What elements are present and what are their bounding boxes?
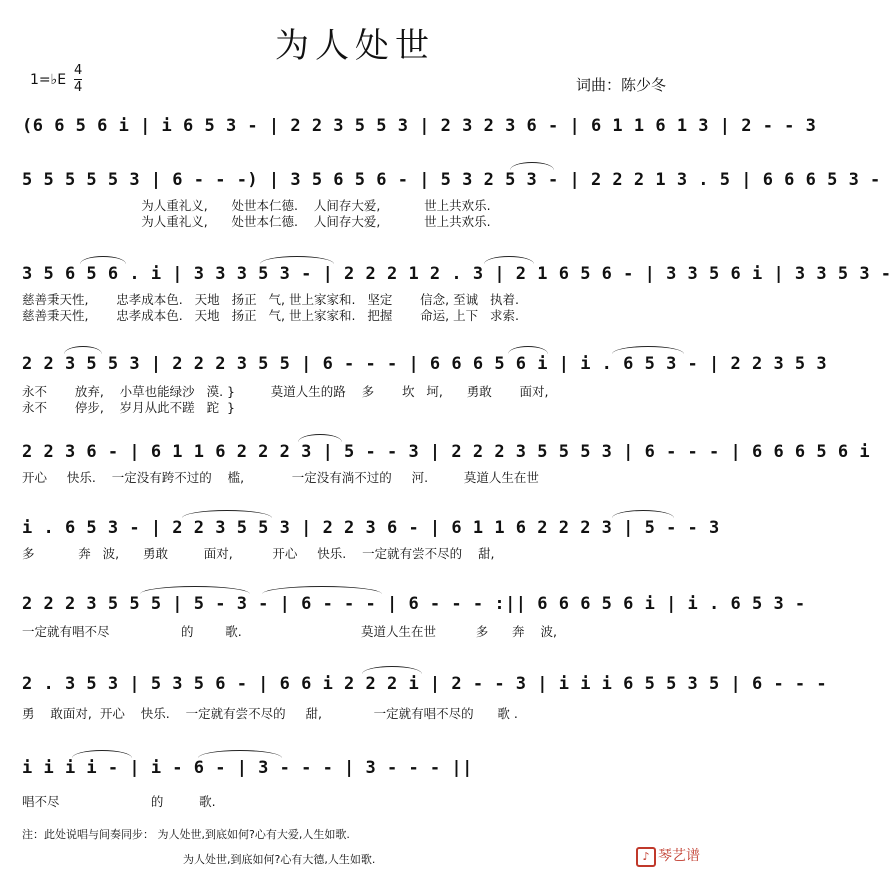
lyric-line: 永不 停步, 岁月从此不蹉 跎 } xyxy=(22,400,236,415)
lyric-line: 为人重礼义, 处世本仁德. 人间存大爱, 世上共欢乐. xyxy=(22,198,491,213)
meter-bottom: 4 xyxy=(74,80,83,95)
notes-line: 2 2 2 3 5 5 5 | 5 - 3 - | 6 - - - | 6 - - - :|| 6 6 6 5 6 i | i . 6 5 3 - xyxy=(22,594,806,614)
notes-line: 5 5 5 5 5 3 | 6 - - -) | 3 5 6 5 6 - | 5 3 2 5 3 - | 2 2 2 1 3 . 5 | 6 6 6 5 3 - xyxy=(22,170,881,190)
lyric-line: 慈善秉天性, 忠孝成本色. 天地 扬正 气, 世上家家和. 把握 命运, 上下 求索. xyxy=(22,308,520,323)
logo-icon: ♪ xyxy=(636,847,656,867)
lyric-line: 慈善秉天性, 忠孝成本色. 天地 扬正 气, 世上家家和. 坚定 信念, 至诚 执着. xyxy=(22,292,520,307)
lyric-line: 开心 快乐. 一定没有跨不过的 槛, 一定没有淌不过的 河. 莫道人生在世 xyxy=(22,470,539,485)
notes-line: 2 2 3 5 5 3 | 2 2 2 3 5 5 | 6 - - - | 6 6 6 5 6 i | i . 6 5 3 - | 2 2 3 5 3 xyxy=(22,354,828,374)
footnote-line-1: 注：此处说唱与间奏同步： 为人处世,到底如何?心有大爱,人生如歌. xyxy=(22,828,350,841)
site-logo xyxy=(636,845,700,867)
lyric-line: 为人重礼义, 处世本仁德. 人间存大爱, 世上共欢乐. xyxy=(22,214,491,229)
notes-line: i i i i - | i - 6 - | 3 - - - | 3 - - - || xyxy=(22,758,473,778)
notes-line: i . 6 5 3 - | 2 2 3 5 5 3 | 2 2 3 6 - | 6 1 1 6 2 2 2 3 | 5 - - 3 xyxy=(22,518,720,538)
logo-text: 琴艺谱 xyxy=(658,848,700,864)
key-signature: 1=♭E xyxy=(30,72,67,88)
notes-line: 2 . 3 5 3 | 5 3 5 6 - | 6 6 i 2 2 2 i | 2 - - 3 | i i i 6 5 5 3 5 | 6 - - - xyxy=(22,674,828,694)
time-signature xyxy=(74,64,82,95)
lyric-line: 唱不尽 的 歌. xyxy=(22,794,216,809)
notes-line: 3 5 6 5 6 . i | 3 3 3 5 3 - | 2 2 2 1 2 . 3 | 2 1 6 5 6 - | 3 3 5 6 i | 3 3 5 3 - xyxy=(22,264,892,284)
lyric-line: 永不 放弃, 小草也能绿沙 漠. } 莫道人生的路 多 坎 坷, 勇敢 面对, xyxy=(22,384,549,399)
lyric-line: 多 奔 波, 勇敢 面对, 开心 快乐. 一定就有尝不尽的 甜, xyxy=(22,546,495,561)
lyric-line xyxy=(22,772,694,788)
lyric-line: 一定就有唱不尽 的 歌. 莫道人生在世 多 奔 波, xyxy=(22,624,557,639)
credit: 词曲：陈少冬 xyxy=(576,76,667,94)
meter-top: 4 xyxy=(74,63,83,78)
lyric-line: 勇 敢面对, 开心 快乐. 一定就有尝不尽的 甜, 一定就有唱不尽的 歌 . xyxy=(22,706,518,721)
notes-line: (6 6 5 6 i | i 6 5 3 - | 2 2 3 5 5 3 | 2 3 2 3 6 - | 6 1 1 6 1 3 | 2 - - 3 xyxy=(22,116,817,136)
footnote-line-2: 为人处世,到底如何?心有大德,人生如歌. xyxy=(183,853,376,866)
notes-line: 2 2 3 6 - | 6 1 1 6 2 2 2 3 | 5 - - 3 | 2 2 2 3 5 5 5 3 | 6 - - - | 6 6 6 5 6 i xyxy=(22,442,871,462)
song-title: 为人处世 xyxy=(275,26,435,66)
